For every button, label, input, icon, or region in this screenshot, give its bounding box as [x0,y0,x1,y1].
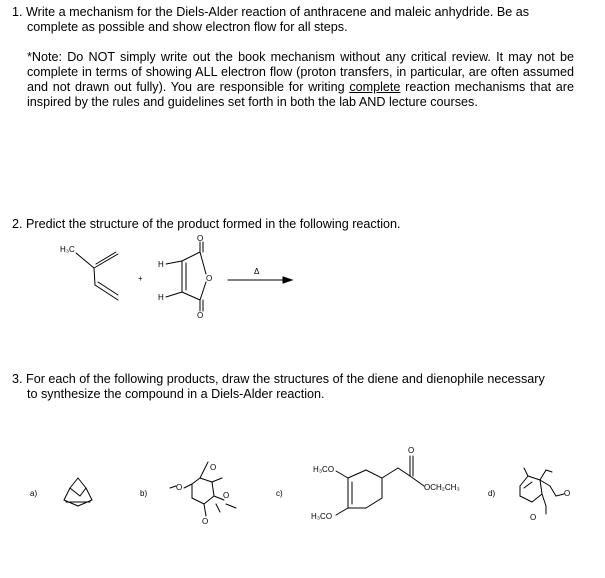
svg-text:O: O [564,489,571,498]
svg-text:O: O [176,483,183,492]
carbonyl-oxygen-bottom: O [197,311,204,320]
label-c: c) [276,489,283,498]
product-b-structure [170,462,236,526]
label-b: b) [140,489,148,498]
question-1-line-1: 1. Write a mechanism for the Diels-Alder reaction of anthracene and maleic anhydride. Be as [12,5,530,19]
question-1-line-2: complete as possible and show electron flow for all steps. [27,20,348,34]
carbonyl-oxygen-top: O [197,234,204,243]
plus-sign: + [138,274,143,283]
methoxy-top: H₃CO [313,465,335,474]
ring-oxygen: O [206,274,213,283]
note-text-start: *Note: Do NOT simply write out the book mechanism without any critical review. It may not be complete in terms of showing ALL electron flow (proton transfers, in particular, are often assumed and not drawn out fully). You are responsible for writing [27,50,574,94]
label-a: a) [30,489,38,498]
note-underlined-word: complete [349,80,401,94]
diene-structure [60,245,118,300]
carbonyl-oxygen-c: O [408,446,415,455]
svg-text:O: O [530,513,537,522]
svg-text:O: O [210,463,217,472]
heat-symbol: Δ [254,267,260,276]
svg-text:O: O [202,517,209,526]
maleic-anhydride-structure [158,234,212,320]
label-d: d) [488,489,496,498]
hydrogen-bottom: H [158,293,164,302]
question-3-line-1: 3. For each of the following products, draw the structures of the diene and dienophile necessary [12,372,545,386]
ester-group: OCH₂CH₃ [424,483,460,492]
product-a-structure [64,478,92,506]
reaction-arrow [228,267,292,283]
hydrogen-top: H [158,260,164,269]
question-3-line-2: to synthesize the compound in a Diels-Alder reaction. [27,387,325,401]
methoxy-bottom: H₃CO [311,512,333,521]
product-d-structure [520,468,570,522]
svg-text:O: O [223,491,230,500]
methyl-label: H₃C [60,245,75,254]
note-text-end: reaction mechanisms that are inspired by the rules and guidelines set forth in both the lab AND lecture courses. [27,80,574,109]
product-c-structure [311,446,460,521]
question-2: 2. Predict the structure of the product formed in the following reaction. [12,217,401,231]
